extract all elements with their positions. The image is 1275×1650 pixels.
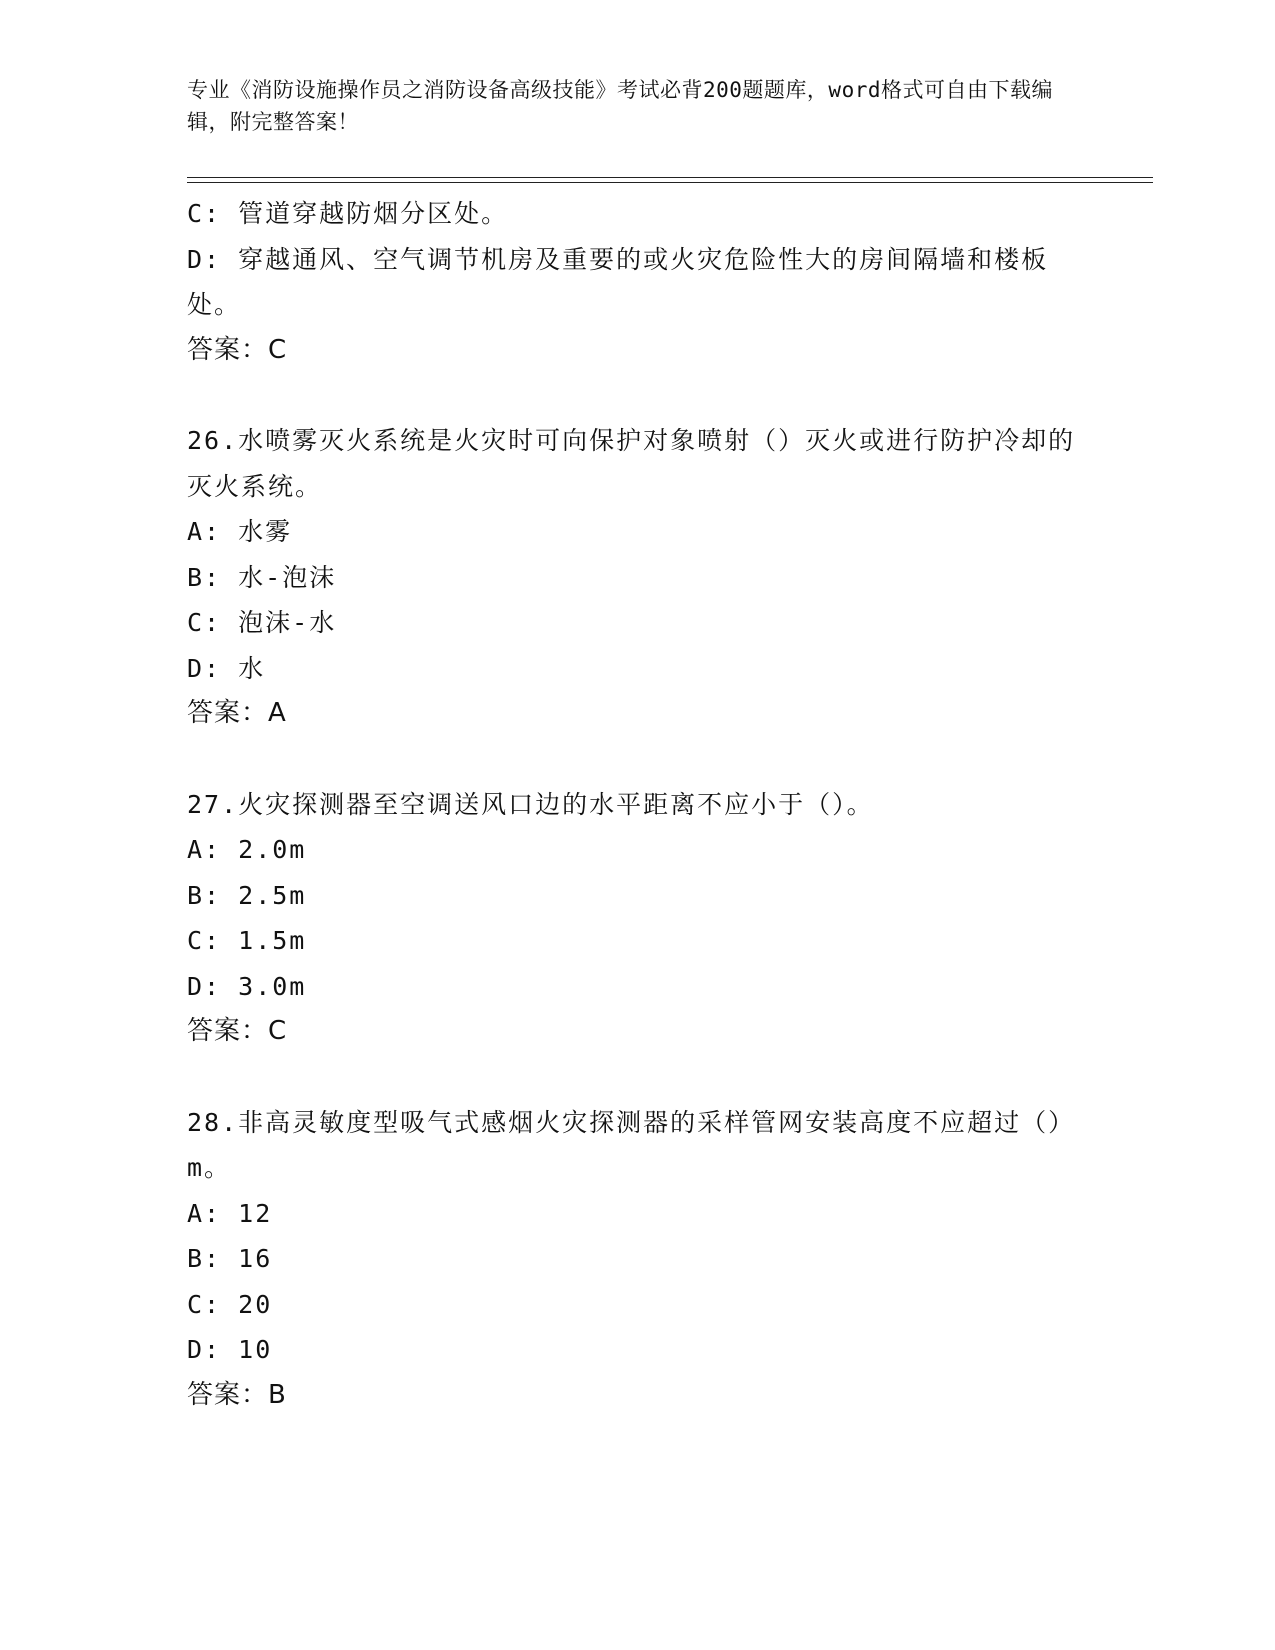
spacer	[187, 1055, 1087, 1100]
question-stem: 26.水喷雾灭火系统是火灾时可向保护对象喷射（）灭火或进行防护冷却的灭火系统。	[187, 426, 1076, 501]
spacer	[187, 737, 1087, 782]
option-c: C: 1.5m	[187, 926, 307, 955]
answer-label: 答案：C	[187, 1016, 288, 1046]
option-a: A: 水雾	[187, 517, 293, 546]
option-d: D: 10	[187, 1335, 273, 1364]
question-content	[187, 191, 1087, 1418]
header-divider-bottom	[187, 182, 1153, 183]
question-27	[187, 782, 1087, 1055]
page-header: 专业《消防设施操作员之消防设备高级技能》考试必背200题题库，word格式可自由下载编辑，附完整答案！	[187, 78, 1053, 134]
option-b: B: 水-泡沫	[187, 562, 337, 592]
option-c: C: 管道穿越防烟分区处。	[187, 199, 509, 228]
header-divider-top	[187, 177, 1153, 178]
option-a: A: 12	[187, 1198, 273, 1228]
option-b: B: 16	[187, 1244, 273, 1273]
question-25-continued	[187, 191, 1087, 373]
option-d: D: 水	[187, 653, 266, 683]
option-b: B: 2.5m	[187, 880, 307, 910]
answer-label: 答案：A	[187, 698, 287, 728]
option-d: D: 3.0m	[187, 971, 307, 1001]
option-a: A: 2.0m	[187, 835, 307, 864]
option-d: D: 穿越通风、空气调节机房及重要的或火灾危险性大的房间隔墙和楼板处。	[187, 244, 1049, 319]
answer-label: 答案：B	[187, 1379, 287, 1410]
question-stem: 27.火灾探测器至空调送风口边的水平距离不应小于（）。	[187, 789, 874, 819]
option-c: C: 泡沫-水	[187, 608, 337, 637]
question-26	[187, 418, 1087, 737]
option-c: C: 20	[187, 1289, 273, 1319]
question-stem: 28.非高灵敏度型吸气式感烟火灾探测器的采样管网安装高度不应超过（）m。	[187, 1107, 1076, 1182]
question-28	[187, 1100, 1087, 1419]
spacer	[187, 373, 1087, 418]
answer-label: 答案：C	[187, 334, 288, 365]
